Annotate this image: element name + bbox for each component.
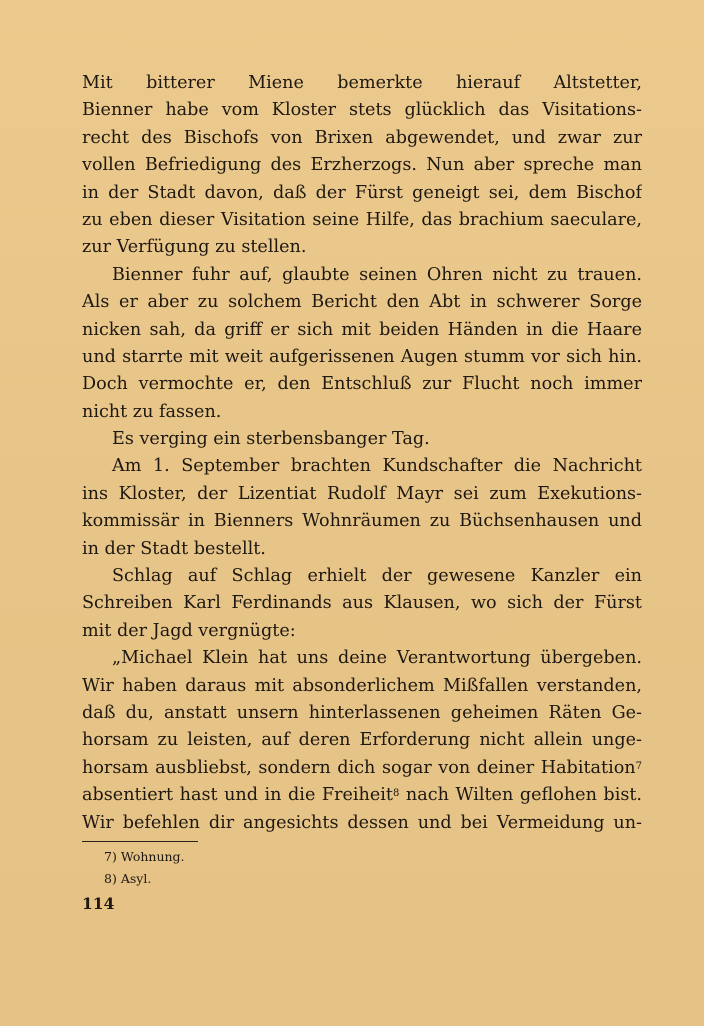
text-line: Schreiben Karl Ferdinands aus Klausen, wo sich der Fürst — [82, 593, 642, 614]
text-line: Mit bitterer Miene bemerkte hierauf Altstetter, — [82, 73, 642, 93]
footnote-marker: 7) — [104, 849, 117, 864]
text-line: zur Verfügung zu stellen. — [82, 237, 307, 258]
text-line: mit der Jagd vergnügte: — [82, 620, 296, 641]
text-line: horsam zu leisten, auf deren Erforderung nicht allein unge- — [82, 730, 642, 751]
text-fragment: nach Wilten geflohen bist. — [405, 785, 642, 806]
body-text — [82, 70, 642, 837]
text-line: und starrte mit weit aufgerissenen Augen stumm vor sich hin. — [82, 346, 642, 367]
footnotes — [104, 846, 185, 890]
text-line: ins Kloster, der Lizentiat Rudolf Mayr sei zum Exekutions- — [82, 483, 642, 504]
footnote-reference: 7 — [635, 760, 642, 772]
text-line: in der Stadt bestellt. — [82, 538, 266, 559]
text-line: Schlag auf Schlag erhielt der gewesene Kanzler ein — [112, 566, 642, 587]
page-number: 114 — [82, 894, 115, 913]
text-line: Am 1. September brachten Kundschafter die Nachricht — [112, 456, 642, 477]
text-line-with-footnotes — [82, 782, 642, 809]
text-line: Als er aber zu solchem Bericht den Abt in schwerer Sorge — [82, 292, 642, 313]
text-line: Es verging ein sterbensbanger Tag. — [112, 429, 430, 450]
text-line: Wir haben daraus mit absonderlichem Mißfallen verstanden, — [82, 675, 642, 696]
text-line: vollen Befriedigung des Erzherzogs. Nun aber spreche man — [82, 155, 642, 176]
text-line: daß du, anstatt unsern hinterlassenen geheimen Räten Ge- — [82, 702, 642, 723]
text-line: zu eben dieser Visitation seine Hilfe, das brachium saeculare, — [82, 209, 642, 230]
text-line: kommissär in Bienners Wohnräumen zu Büchsenhausen und — [82, 511, 642, 532]
footnote-marker: 8) — [104, 871, 117, 886]
text-line: „Michael Klein hat uns deine Verantwortung übergeben. — [112, 648, 642, 669]
footnote-text: Asyl. — [120, 871, 152, 886]
text-line: nicht zu fassen. — [82, 401, 222, 422]
footnote-item — [104, 846, 185, 868]
text-line: Bienner habe vom Kloster stets glücklich das Visitations- — [82, 100, 642, 121]
text-line: Wir befehlen dir angesichts dessen und bei Vermeidung un- — [82, 812, 642, 833]
text-line: recht des Bischofs von Brixen abgewendet, und zwar zur — [82, 127, 642, 148]
text-line: in der Stadt davon, daß der Fürst geneigt sei, dem Bischof — [82, 182, 642, 203]
text-line: Bienner fuhr auf, glaubte seinen Ohren nicht zu trauen. — [112, 264, 642, 285]
footnote-text: Wohnung. — [120, 849, 185, 864]
footnote-divider — [82, 841, 198, 842]
text-line: horsam ausbliebst, sondern dich sogar von deiner Habitation$^7$ — [82, 757, 642, 778]
text-line: Doch vermochte er, den Entschluß zur Flucht noch immer — [82, 374, 642, 395]
footnote-reference: 8 — [392, 788, 400, 800]
text-fragment: absentiert hast und in die Freiheit — [82, 785, 393, 806]
footnote-item — [104, 868, 185, 890]
text-line: nicken sah, da griff er sich mit beiden Händen in die Haare — [82, 319, 642, 340]
